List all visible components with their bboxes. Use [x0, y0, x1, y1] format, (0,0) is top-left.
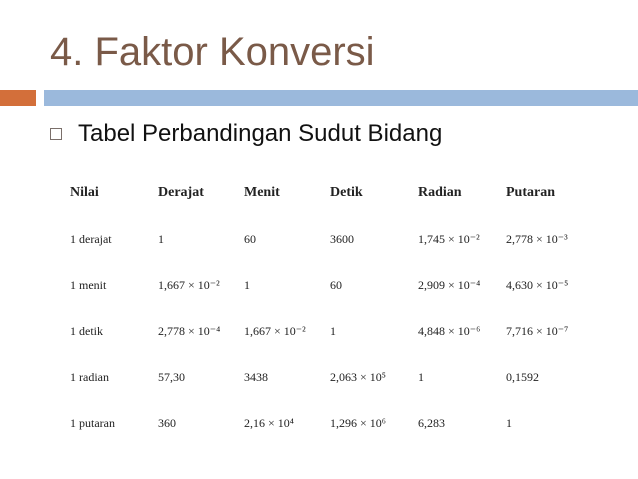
column-header: Detik [330, 185, 363, 200]
table-cell: 57,30 [158, 369, 185, 384]
table-cell: 1 derajat [70, 231, 112, 246]
table-row [64, 354, 628, 400]
table-cell: 2,909 × 10⁻⁴ [418, 277, 481, 292]
table-cell: 60 [330, 277, 342, 292]
table-row [64, 400, 628, 446]
table-cell: 2,778 × 10⁻⁴ [158, 323, 221, 338]
bullet-row [50, 118, 442, 150]
table-cell: 4,848 × 10⁻⁶ [418, 323, 481, 338]
title-divider-blue [44, 90, 638, 106]
table-cell: 1,745 × 10⁻² [418, 231, 480, 246]
table-cell: 1 [418, 369, 424, 384]
table-header-row [64, 170, 628, 216]
column-header: Radian [418, 185, 462, 200]
table-cell: 360 [158, 415, 176, 430]
conversion-table-wrapper [64, 170, 628, 446]
column-header: Putaran [506, 185, 555, 200]
table-cell: 1 [244, 277, 250, 292]
table-cell: 1,296 × 10⁶ [330, 415, 386, 430]
table-cell: 2,063 × 10⁵ [330, 369, 386, 384]
table-row [64, 216, 628, 262]
table-cell: 1,667 × 10⁻² [244, 323, 306, 338]
table-cell: 1 [158, 231, 164, 246]
table-cell: 4,630 × 10⁻⁵ [506, 277, 569, 292]
table-cell: 3438 [244, 369, 268, 384]
table-cell: 2,16 × 10⁴ [244, 415, 294, 430]
table-cell: 7,716 × 10⁻⁷ [506, 323, 569, 338]
bullet-text: Tabel Perbandingan Sudut Bidang [78, 120, 443, 147]
table-cell: 0,1592 [506, 369, 539, 384]
square-bullet-icon [50, 128, 62, 140]
table-cell: 1 radian [70, 369, 109, 384]
table-cell: 6,283 [418, 415, 445, 430]
table-cell: 1 putaran [70, 415, 115, 430]
column-header: Derajat [158, 185, 204, 200]
slide-title: 4. Faktor Konversi [50, 30, 375, 74]
column-header: Nilai [70, 185, 99, 200]
title-divider-orange [0, 90, 36, 106]
table-cell: 1 [330, 323, 336, 338]
table-cell: 3600 [330, 231, 354, 246]
table-cell: 2,778 × 10⁻³ [506, 231, 568, 246]
table-row [64, 308, 628, 354]
column-header: Menit [244, 185, 280, 200]
table-cell: 1 menit [70, 277, 107, 292]
table-cell: 1 [506, 415, 512, 430]
conversion-table [64, 170, 628, 446]
table-cell: 1 detik [70, 323, 103, 338]
table-cell: 1,667 × 10⁻² [158, 277, 220, 292]
table-row [64, 262, 628, 308]
table-cell: 60 [244, 231, 256, 246]
